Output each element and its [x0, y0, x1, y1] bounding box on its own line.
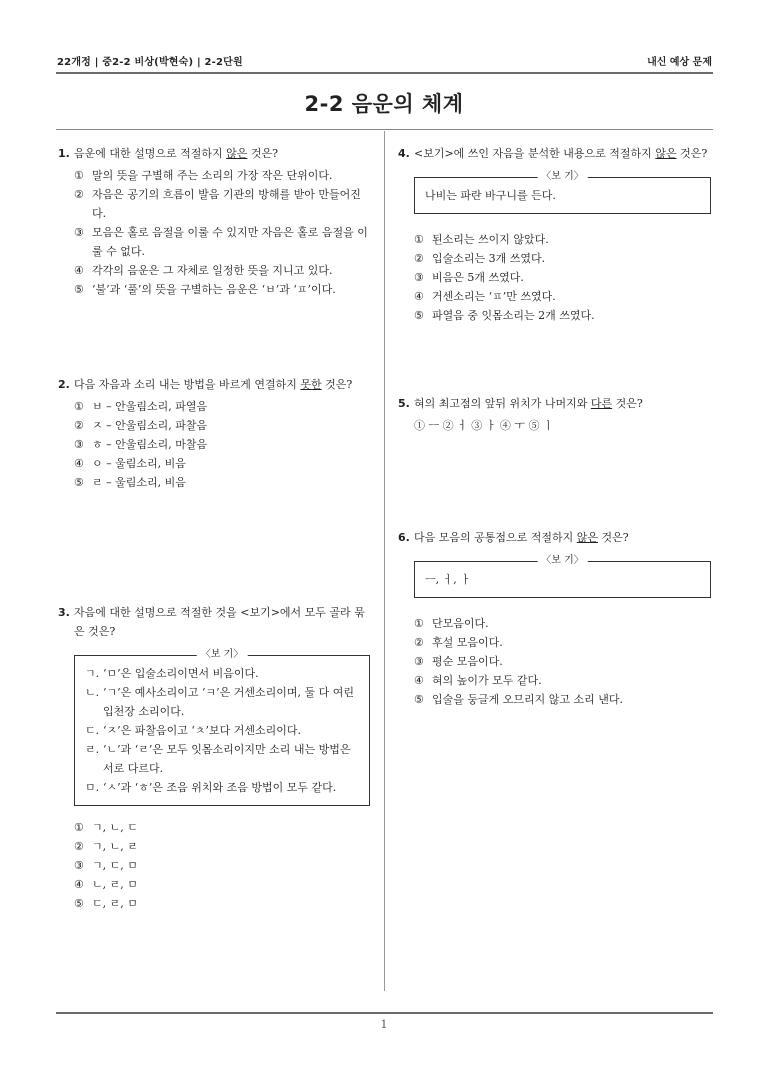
choice-text: ㄹ – 울림소리, 비음	[92, 476, 186, 489]
question-3-choices	[58, 818, 370, 913]
choice-text: ㄱ, ㄴ, ㄹ	[92, 840, 138, 853]
example-item-mark: ㄹ.	[85, 743, 100, 756]
choice-text: ㄴ, ㄹ, ㅁ	[92, 878, 138, 891]
question-4-number: 4.	[398, 147, 410, 160]
choice-item[interactable]	[74, 223, 370, 261]
choice-text: 입술을 둥글게 오므리지 않고 소리 낸다.	[432, 693, 623, 706]
stem-underlined: 못한	[300, 378, 322, 391]
stem-underlined: 않은	[226, 147, 248, 160]
example-item	[85, 740, 359, 778]
question-1-stem	[58, 144, 370, 163]
example-box-label: 〈보 기〉	[197, 647, 248, 663]
question-6	[398, 528, 713, 709]
column-divider	[384, 131, 385, 991]
question-3-stem	[58, 603, 370, 641]
choice-item[interactable]	[414, 671, 713, 690]
question-4	[398, 144, 713, 325]
choice-text: ㅎ – 안울림소리, 마찰음	[92, 438, 208, 451]
stem-text: 다음 모음의 공통점으로 적절하지	[414, 531, 577, 544]
choice-mark: ③	[414, 271, 424, 284]
stem-text: 음운에 대한 설명으로 적절하지	[74, 147, 227, 160]
example-item-text: ‘ㅁ’은 입술소리이면서 비음이다.	[103, 667, 259, 680]
header-unit-info: 22개정 | 중2-2 비상(박현숙) | 2-2단원	[57, 57, 243, 68]
choice-mark: ⑤	[74, 283, 84, 296]
choice-item[interactable]	[74, 454, 370, 473]
stem-text-end: 것은?	[612, 397, 643, 410]
choice-mark: ③	[74, 859, 84, 872]
footer-rule	[56, 1012, 713, 1014]
choice-mark: ③	[74, 438, 84, 451]
stem-text-end: 것은?	[676, 147, 708, 160]
example-sentence: 나비는 파란 바구니를 든다.	[425, 189, 556, 202]
choice-item[interactable]	[74, 185, 370, 223]
question-4-stem	[398, 144, 713, 163]
example-item-text: ‘ㄴ’과 ‘ㄹ’은 모두 잇몸소리이지만 소리 내는 방법은 서로 다르다.	[103, 743, 351, 775]
question-3-number: 3.	[58, 606, 70, 619]
example-box-label: 〈보 기〉	[537, 169, 588, 185]
example-item-mark: ㄱ.	[85, 667, 100, 680]
question-3	[58, 603, 370, 913]
stem-text-end: 것은?	[321, 378, 353, 391]
stem-text: 혀의 최고점의 앞뒤 위치가 나머지와	[414, 397, 591, 410]
example-item-mark: ㅁ.	[85, 781, 100, 794]
page-number: 1	[380, 1018, 388, 1031]
choice-text: 된소리는 쓰이지 않았다.	[432, 233, 549, 246]
question-4-choices	[398, 230, 713, 325]
question-4-example-box	[414, 171, 711, 214]
question-2-choices	[58, 397, 370, 492]
example-item-mark: ㄴ.	[85, 686, 100, 699]
choice-item[interactable]	[74, 280, 370, 299]
choice-mark: ②	[414, 252, 424, 265]
choice-text: 파열음 중 잇몸소리는 2개 쓰였다.	[432, 309, 595, 322]
choice-mark: ①	[74, 821, 84, 834]
stem-text-end: 것은?	[247, 147, 279, 160]
choice-item[interactable]	[74, 875, 370, 894]
choice-text: 자음은 공기의 흐름이 발음 기관의 방해를 받아 만들어진다.	[92, 188, 361, 220]
choice-text: ㅈ – 안울림소리, 파찰음	[92, 419, 208, 432]
choice-text: 혀의 높이가 모두 같다.	[432, 674, 542, 687]
question-3-example-box	[74, 649, 370, 806]
choice-mark: ④	[74, 264, 84, 277]
example-item	[85, 721, 359, 740]
choice-text: ‘불’과 ‘풀’의 뜻을 구별하는 음운은 ‘ㅂ’과 ‘ㅍ’이다.	[92, 283, 336, 296]
header-rule	[56, 72, 713, 74]
choice-item[interactable]	[74, 397, 370, 416]
stem-underlined: 다른	[590, 397, 613, 410]
question-6-example-box	[414, 555, 711, 598]
choice-mark: ③	[74, 226, 84, 239]
choice-mark: ⑤	[414, 693, 424, 706]
choice-text: 후설 모음이다.	[432, 636, 503, 649]
example-item-text: ‘ㅅ’과 ‘ㅎ’은 조음 위치와 조음 방법이 모두 같다.	[103, 781, 337, 794]
choice-mark: ②	[74, 840, 84, 853]
choice-mark: ②	[74, 419, 84, 432]
question-1	[58, 144, 370, 299]
example-item	[85, 778, 359, 797]
choice-mark: ④	[74, 878, 84, 891]
choice-item[interactable]	[414, 652, 713, 671]
question-2-number: 2.	[58, 378, 70, 391]
stem-underlined: 않은	[576, 531, 599, 544]
choice-item[interactable]	[74, 261, 370, 280]
example-item	[85, 664, 359, 683]
question-2	[58, 375, 370, 492]
choice-item[interactable]	[414, 633, 713, 652]
choice-item[interactable]	[414, 306, 713, 325]
page-title: 2-2 음운의 체계	[304, 92, 464, 116]
choice-mark: ⑤	[74, 476, 84, 489]
stem-text-end: 것은?	[598, 531, 629, 544]
title-rule	[56, 129, 713, 130]
choice-text: ㄱ, ㄴ, ㄷ	[92, 821, 138, 834]
choice-text: ㄷ, ㄹ, ㅁ	[92, 897, 138, 910]
question-1-choices	[58, 166, 370, 299]
choice-item[interactable]	[74, 837, 370, 856]
choice-text: 각각의 음운은 그 자체로 일정한 뜻을 지니고 있다.	[92, 264, 333, 277]
choice-text: 평순 모음이다.	[432, 655, 503, 668]
choice-item[interactable]	[414, 230, 713, 249]
example-item-text: ‘ㄱ’은 예사소리이고 ‘ㅋ’은 거센소리이며, 둘 다 여린입천장 소리이다.	[103, 686, 354, 718]
choice-mark: ④	[414, 674, 424, 687]
choice-mark: ⑤	[74, 897, 84, 910]
choice-text: 비음은 5개 쓰였다.	[432, 271, 524, 284]
choice-text: 말의 뜻을 구별해 주는 소리의 가장 작은 단위이다.	[92, 169, 333, 182]
choice-text: ㅇ – 울림소리, 비음	[92, 457, 186, 470]
choice-item[interactable]	[74, 818, 370, 837]
question-1-number: 1.	[58, 147, 70, 160]
choice-mark: ①	[74, 169, 84, 182]
question-5-stem	[398, 394, 713, 413]
choice-text: 거센소리는 ‘ㅍ’만 쓰였다.	[432, 290, 556, 303]
choice-mark: ⑤	[414, 309, 424, 322]
choice-item[interactable]	[414, 249, 713, 268]
example-item	[85, 683, 359, 721]
header-exam-type: 내신 예상 문제	[647, 57, 712, 68]
choice-item[interactable]	[414, 268, 713, 287]
choice-text: 입술소리는 3개 쓰였다.	[432, 252, 546, 265]
example-vowels: ㅡ, ㅓ, ㅏ	[425, 573, 471, 586]
choice-item[interactable]	[74, 473, 370, 492]
example-item-mark: ㄷ.	[85, 724, 100, 737]
choice-item[interactable]	[74, 416, 370, 435]
choice-mark: ④	[414, 290, 424, 303]
question-5-number: 5.	[398, 397, 410, 410]
stem-underlined: 않은	[655, 147, 677, 160]
choice-item[interactable]	[414, 690, 713, 709]
question-5-choices	[398, 416, 713, 435]
choice-mark: ①	[414, 617, 424, 630]
question-5	[398, 394, 713, 435]
question-6-stem	[398, 528, 713, 547]
choice-mark: ④	[74, 457, 84, 470]
choice-mark: ②	[414, 636, 424, 649]
question-6-number: 6.	[398, 531, 410, 544]
choice-item[interactable]	[414, 614, 713, 633]
choice-mark: ①	[74, 400, 84, 413]
choice-item[interactable]	[74, 856, 370, 875]
choice-mark: ①	[414, 233, 424, 246]
stem-text: 다음 자음과 소리 내는 방법을 바르게 연결하지	[74, 378, 301, 391]
choice-text: ㄱ, ㄷ, ㅁ	[92, 859, 138, 872]
choice-item[interactable]	[74, 435, 370, 454]
choice-item[interactable]	[414, 287, 713, 306]
choice-mark: ③	[414, 655, 424, 668]
example-box-label: 〈보 기〉	[537, 553, 588, 569]
choice-mark: ②	[74, 188, 84, 201]
choice-text: 모음은 홀로 음절을 이룰 수 있지만 자음은 홀로 음절을 이룰 수 없다.	[92, 226, 368, 258]
choice-item[interactable]	[74, 166, 370, 185]
choice-item[interactable]	[74, 894, 370, 913]
example-item-text: ‘ㅈ’은 파찰음이고 ‘ㅊ’보다 거센소리이다.	[103, 724, 301, 737]
choice-text: 단모음이다.	[432, 617, 489, 630]
choices-inline[interactable]: ① ㅡ ② ㅓ ③ ㅏ ④ ㅜ ⑤ ㅣ	[414, 419, 554, 432]
question-6-choices	[398, 614, 713, 709]
stem-text: 자음에 대한 설명으로 적절한 것을 <보기>에서 모두 골라 묶은 것은?	[74, 606, 365, 638]
stem-text: <보기>에 쓰인 자음을 분석한 내용으로 적절하지	[414, 147, 656, 160]
choice-text: ㅂ – 안울림소리, 파열음	[92, 400, 208, 413]
question-2-stem	[58, 375, 370, 394]
